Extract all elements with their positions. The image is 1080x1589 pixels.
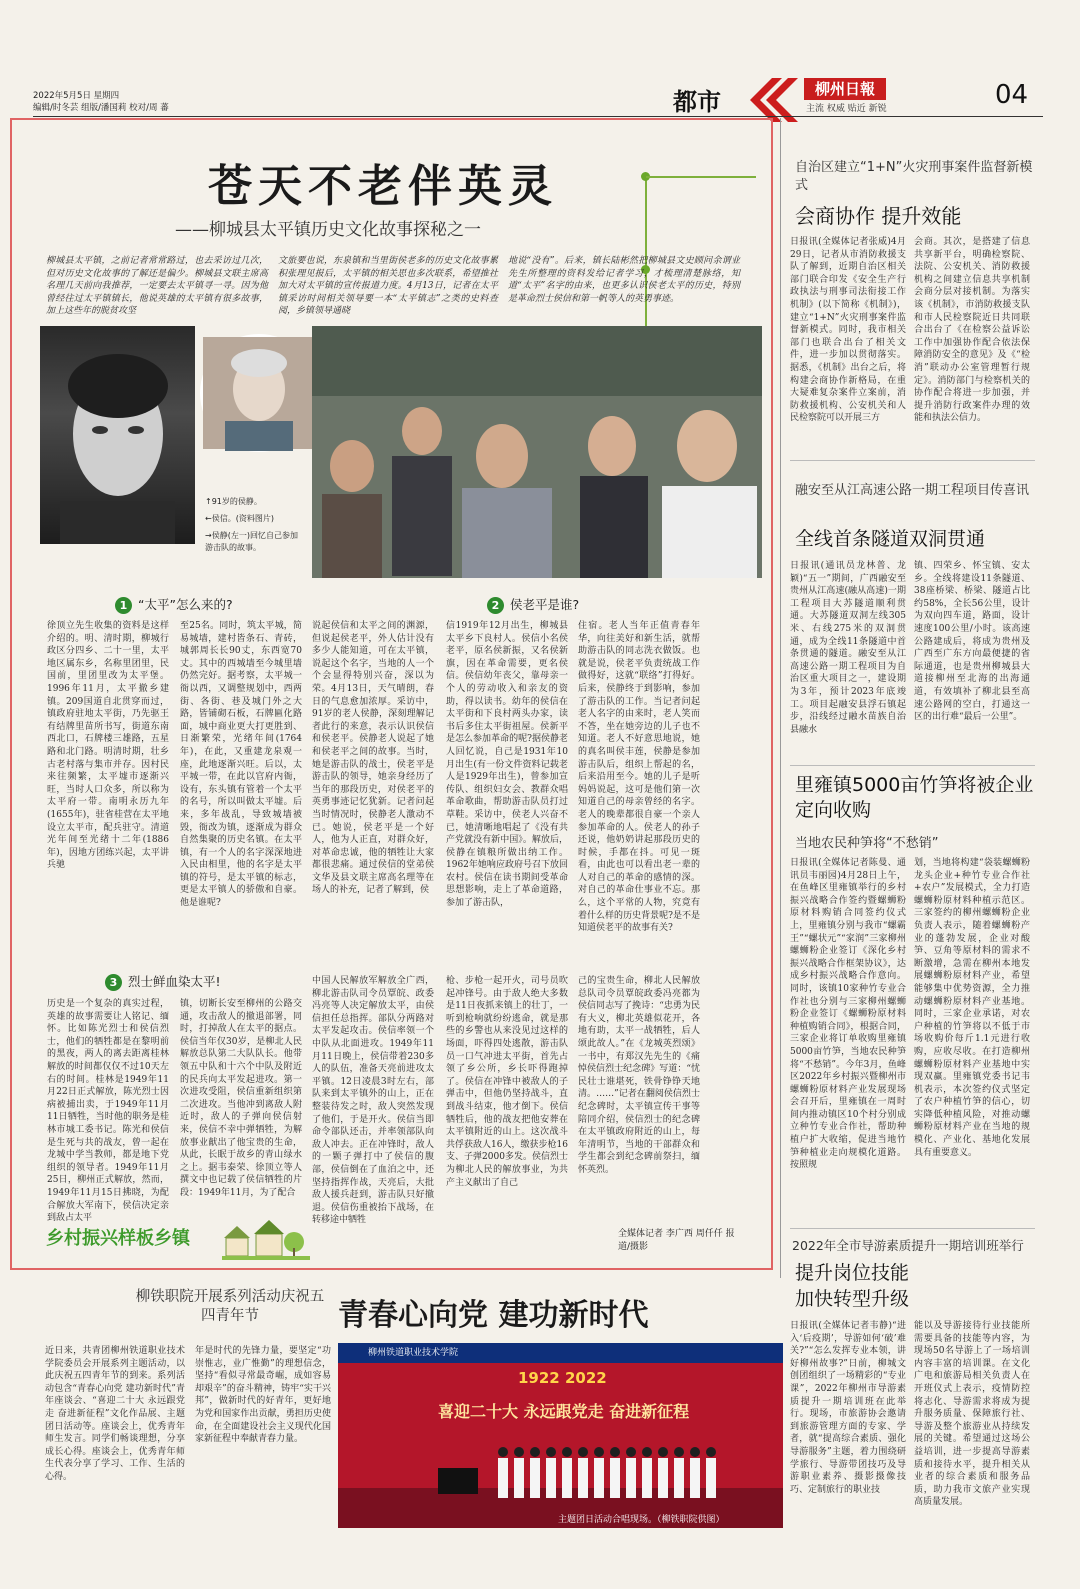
sidebar-col: 镇、四荣乡、怀宝镇、安太乡。全线将建设11条隧道、38座桥梁、桥梁、隧道占比约58%，全长56公里，设计为双向四车道，路面，设计速度100公里/小时。该高速公路建成后，将成为贵州及广西至广东方向最便捷的省际通道，也是贵州柳城县大道接柳州至北海的出海通道，有效填补了柳北县至高速公路网的空白，打通这一区的出行难“最后一公里”。 <box>914 561 1030 723</box>
section-number: 1 <box>115 597 132 614</box>
green-deco-hline <box>646 176 756 178</box>
body-col: 至25名。同时，筑太平城，简易城墙，建村皆条石、青砖，城郭周长长90丈，东西宽70丈。其中的西城墙至今城里墙仍然完好。据考察，太平城一衙以西，又调整规划中，西两街、各街、巷及城门外之大路，皆铺砌石板，石牌匾化路面，城中商业更大打更胜到、日渐繁荣，光绪年间(1764年)，在此，又重建龙泉观一座，此地逐渐兴旺。后以，太平城一带，在此以官府内衙，设有，东头镇有管着一个太平的名号，所以叫做太平墟。后来，多年战乱，导致城墙被毁，衙改为镇，逐渐成为群众自然集聚的历史名镇。在太平镇，有一个人的名字深深地进入民由相里，他的名字是太平镇的符号，是太平镇的标志，更是太平镇人的骄傲和自豪。他是谁呢? <box>180 621 302 909</box>
body-col: 说起侯信和太平之间的渊源，但说起侯老平，外人估计没有多少人能知道，可在太平镇，说起这个名字，当地的人一个个会显得特别兴奋，深以为荣。4月13日，天气晴朗，春日的气息愈加浓厚。采访中，91岁的老人侯静，深刻理解记者此行的来意，表示认识侯信和侯老平。侯静老人说起了她和侯老平之间的故事。当时，她是游击队的战士，侯老平是游击队的领导，她亲身经历了当年的那段历史，对侯老平的英勇事迹记忆犹新。记者问起当时情况时，侯静老人激动不已。她说，侯老平是一个好人，他为人正直，对群众好，对革命忠诚，他的牺牲让大家都很悲痛。通过侯信的堂弟侯文华及县文联主席高名理等在场人的补充，记者了解到，侯 <box>312 621 434 896</box>
editor-credits: 编辑/时冬芸 组版/潘国莉 校对/周 蕃 <box>33 103 169 113</box>
main-title: 苍天不老伴英灵 <box>208 161 558 212</box>
sidebar-story3-title: 里雍镇5000亩竹笋将被企业定向收购 <box>795 774 1034 821</box>
body-col: 镇，切断长安至柳州的公路交通，攻击敌人的撤退部署，同时，打掉敌人在太平的据点。侯信当年仅30岁，是柳北人民解放总队第二大队队长。他带领五中队和十六个中队及附近的民兵向太平发起进攻。第一次进攻受阻，侯信重新组织第二次进攻。当他冲到离敌人附近时，敌人的子弹向侯信射来，侯信不幸中弹牺牲，为解放事业献出了他宝贵的生命，从此，长眠于故乡的青山绿水之上。据韦泰荣、徐顶立等人撰文中也记载了侯信牺牲的片段：1949年11月，为了配合 <box>180 999 302 1198</box>
elder-photo-circle <box>200 334 318 452</box>
section-2-heading <box>487 595 579 614</box>
section-3-heading <box>105 972 221 991</box>
section-name: 都市 <box>673 88 721 116</box>
portrait-photo <box>40 326 195 544</box>
body-col: 信1919年12月出生，柳城县太平乡下良村人。侯信小名侯老平，原名侯新振，又名侯新旗，因在革命需要，更名侯信。侯信幼年丧父，靠母亲一个人的劳动收入和亲友的资助，得以读书。幼年的侯信在太平街和下良村两头办家，读书后多住太平街祖屋。侯新平是怎么参加革命的呢?据侯静老人回忆说，自己是1931年10月出生(有一份文件资料记载老人是1929年出生)，曾参加宣传队、组织妇女会、教群众唱革命歌曲，帮助游击队员打过草鞋。采访中，侯老人兴奋不已，她清晰地唱起了《没有共产党就没有新中国》。解放后，侯静在镇粮所做出纳工作。1962年她响应政府号召下放回农村。侯信在读书期间受革命思想影响，走上了革命道路，参加了游击队， <box>446 621 568 909</box>
sidebar-story2-kicker: 融安至从江高速公路一期工程项目传喜讯 <box>795 483 1030 498</box>
header-divider <box>33 116 1043 117</box>
section-title: “太平”怎么来的? <box>138 597 233 612</box>
section-number: 3 <box>105 974 122 991</box>
photo-banner: 柳州铁道职业技术学院 <box>338 1343 783 1363</box>
issue-date: 2022年5月5日 星期四 <box>33 91 120 101</box>
section-1-heading <box>115 595 233 614</box>
sidebar-story3-sub: 当地农民种笋将“不愁销” <box>795 836 939 851</box>
intro-col-3: 地说“没有”。后来，镇长陆彬然把柳城县文史顾问余谓业先生所整理的资料发给记者学习，才梳理清楚脉络，知道“太平”名字的由来，也更多认识侯老太平的历史，特别是革命烈士侯信和第一帆等人的英勇事迹。 <box>508 256 740 304</box>
section-title: 烈士鲜血染太平! <box>128 974 221 989</box>
sidebar-col: 日报讯(通讯员龙林普、龙颖)“五一”期间，广西融安至贵州从江高速(融从高速)一期工程项目大苏隧道顺利贯通。大苏隧道双洞左线305米、右线275米的双洞贯通，成为全线11条隧道中首条贯通的隧道。融安至从江高速公路一期工程项目为自治区重大项目之一，建设期为3年，预计2023年底竣工。项目起融安县浮石镇起步，沿线经过融水苗族自治县融水 <box>790 561 906 735</box>
photo-caption-3: →侯静(左一)回忆自己参加游击队的故事。 <box>205 531 298 552</box>
sidebar-col: 日报讯(全媒体记者张威)4月29日，记者从市消防救援支队了解到，近期自治区相关部门联合印发《安全生产行政执法与刑事司法衔接工作机制》(以下简称《机制》)，建立“1+N”火灾刑事案件监督新模式。同时，我市相关部门也联合出台了相关文件，进一步加以贯彻落实。据悉，《机制》出台之后，将构建会商协作新格局，在重大疑难复杂案件立案前，消防救援机构、公安机关和人民检察院可以开展三方 <box>790 237 906 424</box>
sidebar-story4-title: 提升岗位技能 加快转型升级 <box>795 1262 910 1310</box>
sidebar-col: 会商。其次，是搭建了信息共享新平台，明确检察院、法院、公安机关、消防救援机构之间建立信息共享机制会商分层对接机制。为落实该《机制》，市消防救援支队和市人民检察院近日共同联合出台了《在检察公益诉讼工作中加强协作配合依法保障消防安全的意见》及《“检消”联动办公室管理暂行规定》。消防部门与检察机关的协作配合将进一步加强，并提升消防行政案件办理的效能和执法公信力。 <box>914 237 1030 424</box>
brand-logo: 柳州日報 <box>804 78 886 100</box>
section-number: 2 <box>487 597 504 614</box>
page-number: 04 <box>995 80 1029 110</box>
byline: 全媒体记者 李广西 周仟仟 报道/摄影 <box>618 1229 735 1252</box>
bottom-title: 青春心向党 建功新时代 <box>338 1298 649 1333</box>
body-col: 己的宝贵生命，柳北人民解放总队司令员覃皖政委冯亮都为侯信同志写了挽诗：“忠勇为民有大义，柳北英雄似花开，各地有助，太平一战牺牲，后人颂此故人。”在《龙城英烈颂》一书中，有郑汉先先生的《痛悼侯信烈士纪念碑》写道：“忧民壮士谁堪死，铁骨铮铮天地清。……”记者在翻阅侯信烈士纪念碑时，太平镇宣传干事等陪同介绍，侯信烈士的纪念碑在太平镇政府附近的山上，每年清明节，当地的干部群众和学生都会到纪念碑前祭扫，缅怀英烈。 <box>578 976 700 1175</box>
sidebar-story1-kicker: 自治区建立“1+N”火灾刑事案件监督新模式 <box>795 160 1033 193</box>
sidebar-col: 日报讯(全媒体记者韦静)“进入‘后疫期’，导游如何‘破’难关?”“怎么发挥专业本领，讲好柳州故事?”日前，柳城文创团组织了一场精彩的“专业课”，2022年柳州市导游素质提升一期培训班在此举行。现场，市旅游协会邀请到旅游管理方面的专家、学者，就“提高综合素质、强化导游服务”主题，着力围绕研学旅行、导游带团技巧及导游职业素养、摄影摄像技巧、定制旅行的职业技 <box>790 1321 906 1495</box>
body-col: 住宿。老人当年正值青春年华，向往美好和新生活，就帮助游击队的同志洗衣做饭。也就是说，侯老平负责统战工作做得好，这就“联络”打得好。后来，侯静终于到影响，参加了游击队的工作。当记者问起老人名字的由来时，老人笑而不答，坐在她旁边的儿子也不知道。老人不好意思地说，她的真名叫侯丰莲，侯静是参加游击队后，组织上帮起的名，后来沿用至今。她的儿子是听妈妈说起，这可是他们第一次知道自己的母亲曾经的名字。老人的晚辈都很自豪一个亲人参加革命的人。侯老人的孙子还说，他奶奶讲起那段历史的时候，手都在抖。可见一斑看，由此也可以看出老一辈的人对自己的革命的感情的深。对自己的革命仕事业不忘。那么，这个平常的人物，究竟有着什么样的历史背景呢?是不是知道侯老平的故事有关? <box>578 621 700 934</box>
sidebar-story2-title: 全线首条隧道双洞贯通 <box>795 528 986 550</box>
intro-col-2: 文旅要也说，东泉镇和当里街侯老多的历史文化故事累积张理见报后，太平镇的相关思也多次联系，希望推社加大对太平镇的宣传报道力度。4月13日，记者在太平镇采访时间相关领导要一本“太平镇志”之类的史料查阅，乡镇领导通晓 <box>278 256 498 317</box>
photo-caption: 主题团日活动合唱现场。（柳铁职院供图） <box>558 1515 725 1525</box>
bottom-col: 近日来，共青团柳州铁道职业技术学院委员会开展系列主题活动，以此庆祝五四青年节的到来。系列活动包含“青春心向党 建功新时代”青年座谈会、“喜迎二十大 永远跟党走 奋进新征程”文化作品展、主题团日活动等。座谈会上，优秀青年师生发言。同学们畅谈理想，分享成长心得。座谈会上，优秀青年师生代表分享了学习、工作、生活的心得。 <box>45 1346 185 1482</box>
main-subtitle: ——柳城县太平镇历史文化故事探秘之一 <box>175 220 481 240</box>
photo-headline: 喜迎二十大 永远跟党走 奋进新征程 <box>438 1402 690 1421</box>
sidebar-col: 能以及导游接待行业技能所需要具备的技能等内容，为现场50名导游上了一场培训内容丰富的培训课。在文化广电和旅游局相关负责人在开班仪式上表示，疫情防控将志化、导游需求将成为提升服务质量、保障旅行社、导游及整个旅游业从持续发展的关键。希望通过这场公益培训，进一步提高导游素质和接待水平，提升相关从业者的综合素质和服务品质，助力我市文旅产业实现高质量发展。 <box>914 1321 1030 1508</box>
photo-years: 1922 2022 <box>518 1369 607 1387</box>
body-col: 中国人民解放军解放全广西，柳北游击队司令员覃皖、政委冯亮等人决定解放太平，由侯信担任总指挥。部队分两路对太平发起攻击。侯信率领一个中队从北面进攻。1949年11月11日晚上，侯信带着230多人的队伍，准备天亮前进攻太平镇。12日凌晨3时左右，部队来到太平镇外的山上，正在整装待发之时，敌人突然发现了他们，于是开火。侯信当即命令部队还击，并率领部队向敌人冲去。正在冲锋时，敌人的一颗子弹打中了侯信的腹部，侯信倒在了血泊之中，还坚持指挥作战，天亮后，大批敌人援兵赶到，游击队只好撤退。侯信伤重被抬下战场，在转移途中牺牲 <box>312 976 434 1226</box>
sidebar-story4-kicker: 2022年全市导游素质提升一期培训班举行 <box>792 1238 1024 1253</box>
photo-caption-1: ↑91岁的侯静。 <box>205 497 262 506</box>
brand-slogan: 主流 权威 贴近 新锐 <box>806 104 887 114</box>
choir-photo <box>338 1343 783 1528</box>
sidebar-divider <box>790 765 1035 766</box>
photo-caption-2: ←侯信。(资料图片) <box>205 514 274 523</box>
group-photo <box>312 326 762 578</box>
section-title: 侯老平是谁? <box>510 597 580 612</box>
sidebar-divider <box>790 1228 1035 1229</box>
body-col: 徐顶立先生收集的资料是这样介绍的。明、清时期，柳城行政区分四乡、二十一里，太平地区属东乡，名称里团里，民国前，里团里改为太平堡。1996年11月，太平撤乡建镇。209国道自北贯穿而过，镇政府驻地太平街，乃先驱王有结牌里苗所书写，街道东南西北口，石牌楼三雄路，五星路和北门路。明清时期，壮乡古老村落与集市并存。因村民来往频繁，太平墟市逐渐兴旺，当时人口众多，所以称为太平府一带。南明永历九年(1655年)，驻省桂营在太平地设立太平市，配兵驻守。清道光年间至光绪十二年(1886年)，因地方团练兴起，太平讲兵驰 <box>47 621 169 871</box>
village-illustration-icon <box>222 1214 310 1262</box>
sidebar-col: 日报讯(全媒体记者陈曼、通讯员韦丽园)4月28日上午，在鱼峰区里雍镇举行的乡村振兴战略合作签约暨螺蛳粉原材料购销合同签约仪式上，里雍镇分别与我市“螺霸王”“螺状元”“家润”三家柳州螺蛳粉企业签订《深化乡村振兴战略合作框架协议》，达成乡村振兴战略合作意向。同时，该镇10家种竹专业合作社也分别与三家柳州螺蛳粉企业签订《螺蛳粉原材料种植购销合同》，根据合同，三家企业将订单收购里雍镇5000亩竹笋，当地农民种笋将“不愁销”。今年3月，鱼峰区2022年乡村振兴暨柳州市螺蛳粉原材料产业发展现场会召开后，里雍镇在一周时间内推动镇区10个村分别成立种竹专业合作社，帮助种植户扩大收缩，促进当地竹笋种植业走向规模化道路。按照规 <box>790 858 906 1171</box>
sidebar-col: 划，当地将构建“袋装螺蛳粉龙头企业+种竹专业合作社+农户”发展模式，全力打造螺蛳粉原材料种植示范区。三家签约的柳州螺蛳粉企业负责人表示，随着螺蛳粉产业的蓬勃发展，企业对酸笋、豆角等原材料的需求不断激增，急需在柳州本地发展螺蛳粉原材料产业，希望能够集中优势资源，全力推动螺蛳粉原材料产业基地。同时，三家企业承诺，对农户种植的竹笋将以不低于市场收购价每斤1.1元进行收购，应收尽收。在打造柳州螺蛳粉原材料产业基地中实现双赢。里雍镇党委书记韦机表示，本次签约仪式坚定了农户种植竹笋的信心，切实降低种植风险，对推动螺蛳粉原材料产业在当地的规模化、产业化、基地化发展具有重要意义。 <box>914 858 1030 1158</box>
intro-col-1: 柳城县太平镇，之前记者常常路过，也去采访过几次，但对历史文化故事的了解还是偏少。柳城县文联主席高名理几天前向我推荐，一定要去太平镇寻一寻。因为他曾经往过太平镇镇长，他说英雄的太平镇有很多故事，加上这些年的脱贫攻坚 <box>46 256 268 317</box>
bottom-col: 年是时代的先锋力量，要坚定“功崇惟志，业广惟勤”的理想信念，坚持“看似寻常最奇崛，成如容易却艰辛”的奋斗精神，铸牢“实干兴邦”，做新时代的好青年，更好地为党和国家作出贡献，勇担历史使命，在全面建设社会主义现代化国家新征程中奉献青春力量。 <box>195 1346 331 1445</box>
sidebar-divider <box>790 460 1035 461</box>
body-col: 枪、步枪一起开火，司号员吹起冲锋号。由于敌人绝大多数是11日夜抓来镇上的壮丁，一听到枪响就纷纷逃命，就是那些的乡警也从来没见过这样的场面，吓得四处逃散，游击队员一口气冲进太平街，首先占领了乡公所，乡长吓得跑掉了。侯信在冲锋中被敌人的子弹击中，但他仍坚持战斗，直到战斗结束，他才倒下。侯信牺牲后，他的战友把他安葬在太平镇附近的山上。这次战斗共俘获敌人16人，缴获步枪16支、子弹2000多发。侯信烈士为柳北人民的解放事业，为共产主义献出了自己 <box>446 976 568 1188</box>
sidebar-story1-title: 会商协作 提升效能 <box>795 204 962 228</box>
rural-revitalization-banner <box>42 1214 310 1262</box>
banner-text: 乡村振兴样板乡镇 <box>46 1228 190 1249</box>
sidebar-left-rule <box>780 118 781 1278</box>
body-col: 历史是一个复杂的真实过程，英雄的故事需要让人铭记、缅怀。比如陈光烈士和侯信烈士，他们的牺牲都是在黎明前的黑夜，两人的离去距离桂林解放的时间都仅仅不过10天左右的时间。桂林是1949年11月22日正式解放，陈光烈士因病被捕出卖，于1949年11月11日牺牲，当时他的职务是桂林市城工委书记。陈光和侯信是生死与共的战友，曾一起在龙城中学当教师，都是地下党组织的领导者。1949年11月25日，柳州正式解放，然而，1949年11月15日拂晓，为配合解放大军南下，侯信决定亲到敌占太平 <box>47 999 169 1224</box>
bottom-kicker: 柳铁职院开展系列活动庆祝五四青年节 <box>135 1289 325 1324</box>
